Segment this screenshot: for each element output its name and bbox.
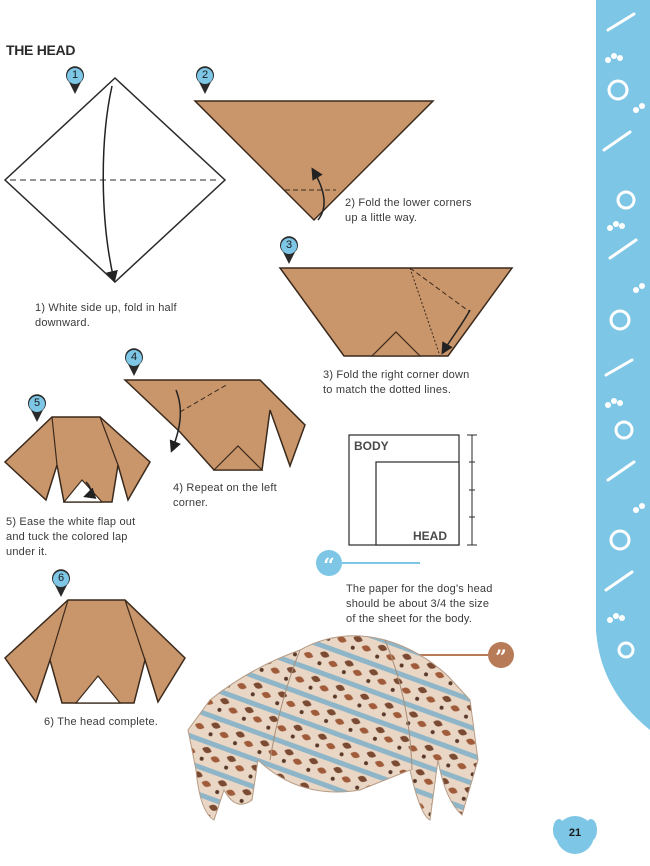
step-5-marker bbox=[28, 394, 52, 424]
step-4-number: 4 bbox=[130, 351, 138, 363]
step-1-diagram bbox=[5, 78, 225, 282]
step-4-marker bbox=[125, 348, 149, 378]
svg-text:”: ” bbox=[495, 645, 507, 669]
finished-head-photo bbox=[188, 636, 478, 820]
quote-text: The paper for the dog's head should be about 3/4 the size of the sheet for the body. bbox=[346, 583, 493, 625]
step-5-number: 5 bbox=[33, 397, 41, 409]
step-2-caption: 2) Fold the lower corners up a little way. bbox=[345, 197, 472, 224]
step-2-marker bbox=[196, 66, 220, 96]
step-3-marker bbox=[280, 236, 304, 266]
step-6-caption: 6) The head complete. bbox=[44, 716, 159, 728]
step-1-caption: 1) White side up, fold in half downward. bbox=[35, 302, 177, 329]
step-4-diagram bbox=[125, 380, 305, 470]
body-label: BODY bbox=[354, 439, 389, 453]
page-number: 21 bbox=[568, 827, 582, 839]
step-5-diagram bbox=[5, 417, 150, 502]
step-1-number: 1 bbox=[71, 69, 79, 81]
step-3-number: 3 bbox=[285, 239, 293, 251]
paw-bone-pattern-band bbox=[596, 0, 650, 866]
step-1-marker bbox=[66, 66, 90, 96]
page-number-badge bbox=[550, 808, 600, 858]
step-3-diagram bbox=[280, 268, 512, 356]
step-6-diagram bbox=[5, 600, 185, 703]
step-4-caption: 4) Repeat on the left corner. bbox=[173, 482, 277, 509]
svg-text:“: “ bbox=[323, 553, 335, 577]
step-6-number: 6 bbox=[57, 572, 65, 584]
head-label: HEAD bbox=[413, 529, 448, 543]
step-2-number: 2 bbox=[201, 69, 209, 81]
page-title: THE HEAD bbox=[6, 42, 76, 58]
step-6-marker bbox=[52, 569, 76, 599]
step-3-caption: 3) Fold the right corner down to match the dotted lines. bbox=[323, 369, 470, 396]
step-5-caption: 5) Ease the white flap out and tuck the colored lap under it. bbox=[6, 516, 136, 558]
